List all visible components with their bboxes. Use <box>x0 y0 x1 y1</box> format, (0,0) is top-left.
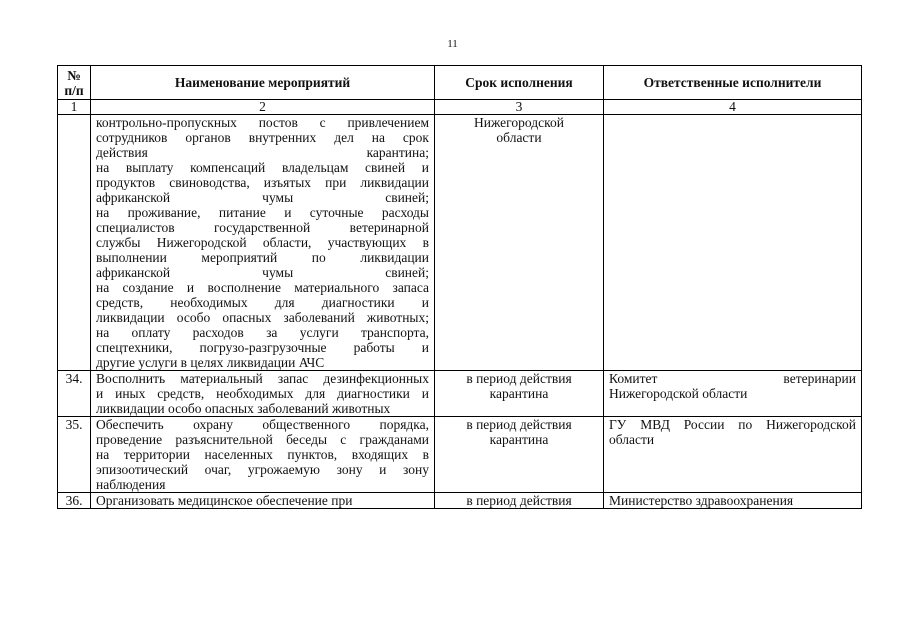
period-cell <box>435 493 604 509</box>
action-cell-line: на проживание, питание и суточные расходы <box>96 205 429 220</box>
action-cell <box>91 371 435 417</box>
action-cell-line: выполнении мероприятий по ликвидации <box>96 250 429 265</box>
responsible-cell <box>604 417 862 493</box>
action-cell-line: африканской чумы свиней; <box>96 190 429 205</box>
action-cell-line: спецтехники, погрузо-разгрузочные работы и <box>96 340 429 355</box>
responsible-cell-line: области <box>609 432 655 447</box>
action-cell-line: другие услуги в целях ликвидации АЧС <box>96 355 325 370</box>
period-cell <box>435 371 604 417</box>
table-row <box>58 115 862 371</box>
action-cell-line: Организовать медицинское обеспечение при <box>96 493 353 508</box>
header-action: Наименование мероприятий <box>91 66 435 100</box>
responsible-cell-line: ГУ МВД России по Нижегородской <box>609 417 856 432</box>
responsible-cell-line: Министерство здравоохранения <box>609 493 794 508</box>
action-cell <box>91 493 435 509</box>
action-cell-line: эпизоотический очаг, угрожаемую зону и зону <box>96 462 429 477</box>
row-number: 36. <box>58 493 91 509</box>
action-cell-line: контрольно-пропускных постов с привлечением <box>96 115 429 130</box>
table-row <box>58 417 862 493</box>
action-cell-line: Обеспечить охрану общественного порядка, <box>96 417 429 432</box>
table-row <box>58 493 862 509</box>
action-cell-line: на выплату компенсаций владельцам свиней и <box>96 160 429 175</box>
action-cell-line: сотрудников органов внутренних дел на срок <box>96 130 429 145</box>
header-responsible: Ответственные исполнители <box>604 66 862 100</box>
row-number <box>58 115 91 371</box>
action-cell-line: на территории населенных пунктов, входящих в <box>96 447 429 462</box>
row-number: 34. <box>58 371 91 417</box>
header-num-line1: № <box>67 67 81 83</box>
responsible-cell <box>604 115 862 371</box>
action-cell <box>91 417 435 493</box>
action-cell-line: средств, необходимых для диагностики и <box>96 295 429 310</box>
activities-table <box>57 65 862 509</box>
column-number-1: 1 <box>58 100 91 115</box>
row-number: 35. <box>58 417 91 493</box>
action-cell-line: проведение разъяснительной беседы с гражданами <box>96 432 429 447</box>
period-cell-line: области <box>496 130 542 145</box>
period-cell-line: Нижегородской <box>474 115 564 130</box>
action-cell-line: специалистов государственной ветеринарной <box>96 220 429 235</box>
action-cell-line: на создание и восполнение материального запаса <box>96 280 429 295</box>
action-cell-line: ликвидации особо опасных заболеваний животных; <box>96 310 429 325</box>
responsible-cell-line: Комитет ветеринарии <box>609 371 856 386</box>
action-cell-line: на оплату расходов за услуги транспорта, <box>96 325 429 340</box>
action-cell-line: наблюдения <box>96 477 166 492</box>
period-cell-line: в период действия <box>466 493 572 508</box>
column-number-2: 2 <box>91 100 435 115</box>
responsible-cell <box>604 493 862 509</box>
page-number: 11 <box>447 38 458 50</box>
period-cell-line: в период действия <box>466 417 572 432</box>
action-cell-line: африканской чумы свиней; <box>96 265 429 280</box>
period-cell <box>435 417 604 493</box>
header-period: Срок исполнения <box>435 66 604 100</box>
action-cell-line: действия карантина; <box>96 145 429 160</box>
period-cell-line: карантина <box>489 432 549 447</box>
responsible-cell <box>604 371 862 417</box>
period-cell-line: в период действия <box>466 371 572 386</box>
responsible-cell-line: Нижегородской области <box>609 386 748 401</box>
column-numbers-row <box>58 100 862 115</box>
action-cell-line: и иных средств, необходимых для диагностики и <box>96 386 429 401</box>
action-cell-line: службы Нижегородской области, участвующих в <box>96 235 429 250</box>
period-cell-line: карантина <box>489 386 549 401</box>
table-row <box>58 371 862 417</box>
header-num <box>58 66 91 100</box>
action-cell-line: Восполнить материальный запас дезинфекционных <box>96 371 429 386</box>
action-cell-line: ликвидации особо опасных заболеваний животных <box>96 401 391 416</box>
table-header-row <box>58 66 862 100</box>
header-num-line2: п/п <box>64 82 84 98</box>
action-cell-line: продуктов свиноводства, изъятых при ликвидации <box>96 175 429 190</box>
period-cell <box>435 115 604 371</box>
column-number-4: 4 <box>604 100 862 115</box>
column-number-3: 3 <box>435 100 604 115</box>
action-cell <box>91 115 435 371</box>
